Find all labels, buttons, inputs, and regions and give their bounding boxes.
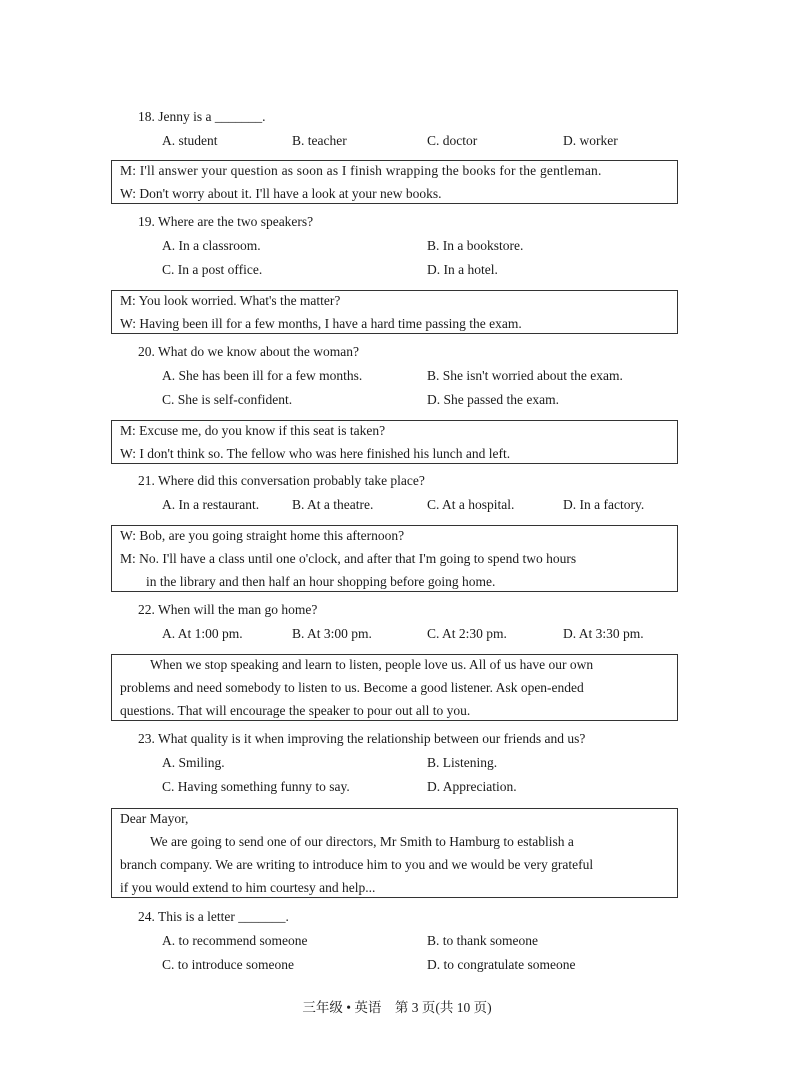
- dialogue-line: W: Don't worry about it. I'll have a look at your new books.: [120, 186, 442, 201]
- option-b: B. At a theatre.: [292, 497, 374, 512]
- option-a: A. student: [162, 133, 218, 148]
- option-a: A. Smiling.: [162, 755, 225, 770]
- option-c: C. At 2:30 pm.: [427, 626, 507, 641]
- dialogue-box-22: [111, 525, 678, 592]
- dialogue-line: M: I'll answer your question as soon as I finish wrapping the books for the gentleman.: [120, 163, 602, 178]
- option-b: B. to thank someone: [427, 933, 538, 948]
- dialogue-line: M: Excuse me, do you know if this seat is taken?: [120, 423, 386, 438]
- question-18-stem: 18. Jenny is a _______.: [138, 109, 266, 124]
- option-a: A. She has been ill for a few months.: [162, 368, 363, 383]
- letter-salutation: Dear Mayor,: [120, 811, 189, 826]
- question-24-stem: 24. This is a letter _______.: [138, 909, 289, 924]
- dialogue-box-20: [111, 290, 678, 334]
- option-b: B. She isn't worried about the exam.: [427, 368, 623, 383]
- dialogue-line: W: I don't think so. The fellow who was here finished his lunch and left.: [120, 446, 511, 461]
- passage-line: if you would extend to him courtesy and help...: [120, 880, 376, 895]
- passage-line: When we stop speaking and learn to listen, people love us. All of us have our own: [150, 657, 594, 672]
- letter-box-24: [111, 808, 678, 898]
- option-c: C. She is self-confident.: [162, 392, 293, 407]
- dialogue-line: M: You look worried. What's the matter?: [120, 293, 341, 308]
- option-d: D. At 3:30 pm.: [563, 626, 644, 641]
- passage-line: We are going to send one of our directors, Mr Smith to Hamburg to establish a: [150, 834, 574, 849]
- option-c: C. In a post office.: [162, 262, 263, 277]
- option-a: A. At 1:00 pm.: [162, 626, 243, 641]
- option-a: A. In a restaurant.: [162, 497, 260, 512]
- question-23-stem: 23. What quality is it when improving the relationship between our friends and us?: [138, 731, 586, 746]
- option-c: C. At a hospital.: [427, 497, 515, 512]
- option-d: D. In a factory.: [563, 497, 645, 512]
- option-d: D. to congratulate someone: [427, 957, 576, 972]
- passage-box-23: [111, 654, 678, 721]
- passage-line: problems and need somebody to listen to us. Become a good listener. Ask open-ended: [120, 680, 584, 695]
- option-a: A. to recommend someone: [162, 933, 308, 948]
- option-d: D. In a hotel.: [427, 262, 498, 277]
- option-a: A. In a classroom.: [162, 238, 261, 253]
- question-22-stem: 22. When will the man go home?: [138, 602, 318, 617]
- dialogue-line: W: Bob, are you going straight home this afternoon?: [120, 528, 405, 543]
- question-20-stem: 20. What do we know about the woman?: [138, 344, 359, 359]
- option-d: D. worker: [563, 133, 618, 148]
- question-21-stem: 21. Where did this conversation probably take place?: [138, 473, 425, 488]
- question-19-stem: 19. Where are the two speakers?: [138, 214, 314, 229]
- option-d: D. She passed the exam.: [427, 392, 559, 407]
- passage-line: branch company. We are writing to introduce him to you and we would be very grateful: [120, 857, 594, 872]
- dialogue-line: M: No. I'll have a class until one o'clock, and after that I'm going to spend two hours: [120, 551, 577, 566]
- dialogue-box-21: [111, 420, 678, 464]
- page-footer: 三年级 • 英语 第 3 页(共 10 页): [302, 1000, 492, 1015]
- option-b: B. At 3:00 pm.: [292, 626, 372, 641]
- option-b: B. In a bookstore.: [427, 238, 524, 253]
- option-c: C. doctor: [427, 133, 478, 148]
- passage-line: questions. That will encourage the speaker to pour out all to you.: [120, 703, 471, 718]
- option-b: B. Listening.: [427, 755, 498, 770]
- dialogue-box-19: [111, 160, 678, 204]
- option-c: C. to introduce someone: [162, 957, 294, 972]
- option-d: D. Appreciation.: [427, 779, 517, 794]
- option-b: B. teacher: [292, 133, 347, 148]
- dialogue-line: in the library and then half an hour shopping before going home.: [146, 574, 496, 589]
- dialogue-line: W: Having been ill for a few months, I have a hard time passing the exam.: [120, 316, 522, 331]
- option-c: C. Having something funny to say.: [162, 779, 350, 794]
